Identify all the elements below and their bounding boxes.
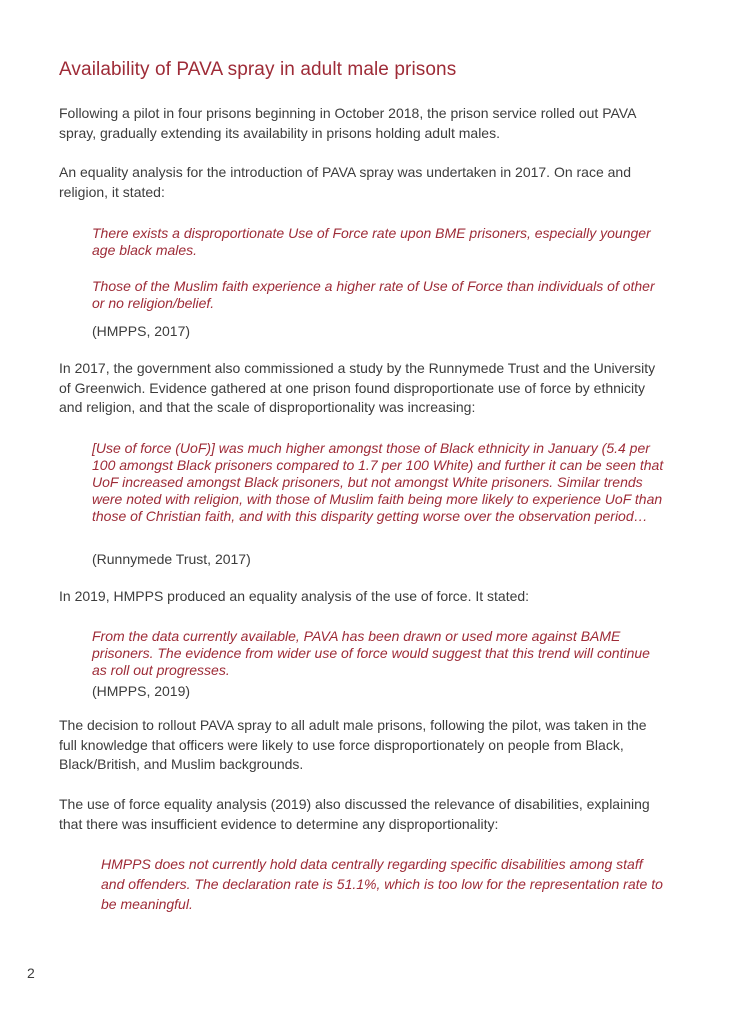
paragraph-runnymede-study: In 2017, the government also commissioned a study by the Runnymede Trust and the University of Greenwich. Evidence gathered at one prison found disproportionate use of force by ethnicity and religion, and that the scale of disproportionality was increasing: <box>59 360 656 415</box>
quote-disability-data: HMPPS does not currently hold data centrally regarding specific disabilities among staff and offenders. The declaration rate is 51.1%, which is too low for the representation rate to be meaningful. <box>101 856 663 912</box>
quote-pava-bame: From the data currently available, PAVA has been drawn or used more against BAME prisoners. The evidence from wider use of force would suggest that this trend will continue as roll out progresses. <box>92 628 650 678</box>
quote-muslim-use-of-force: Those of the Muslim faith experience a higher rate of Use of Force than individuals of other or no religion/belief. <box>92 278 655 311</box>
page-number: 2 <box>27 965 35 981</box>
paragraph-equality-analysis-2017: An equality analysis for the introduction of PAVA spray was undertaken in 2017. On race and religion, it stated: <box>59 164 632 200</box>
page-title: Availability of PAVA spray in adult male prisons <box>59 59 457 80</box>
paragraph-disabilities: The use of force equality analysis (2019) also discussed the relevance of disabilities, explaining that there was insufficient evidence to determine any disproportionality: <box>59 796 650 832</box>
citation-runnymede-2017: (Runnymede Trust, 2017) <box>92 551 251 567</box>
paragraph-hmpps-2019: In 2019, HMPPS produced an equality analysis of the use of force. It stated: <box>59 588 530 604</box>
quote-bme-use-of-force: There exists a disproportionate Use of Force rate upon BME prisoners, especially younger age black males. <box>92 225 651 258</box>
paragraph-rollout-decision: The decision to rollout PAVA spray to all adult male prisons, following the pilot, was taken in the full knowledge that officers were likely to use force disproportionately on people from Black, Black/British, and Muslim backgrounds. <box>59 717 647 772</box>
quote-runnymede-findings: [Use of force (UoF)] was much higher amongst those of Black ethnicity in January (5.4 per 100 amongst Black prisoners compared to 1.7 per 100 White) and further it can be seen that UoF increased amongst Black prisoners, but not amongst White prisoners. Similar trends were noted with religion, with those of Muslim faith being more likely to experience UoF than those of Christian faith, and with this disparity getting worse over the observation period… <box>92 440 664 524</box>
paragraph-pilot-rollout: Following a pilot in four prisons beginning in October 2018, the prison service rolled out PAVA spray, gradually extending its availability in prisons holding adult males. <box>59 105 636 141</box>
citation-hmpps-2019: (HMPPS, 2019) <box>92 683 191 699</box>
citation-hmpps-2017: (HMPPS, 2017) <box>92 323 191 339</box>
